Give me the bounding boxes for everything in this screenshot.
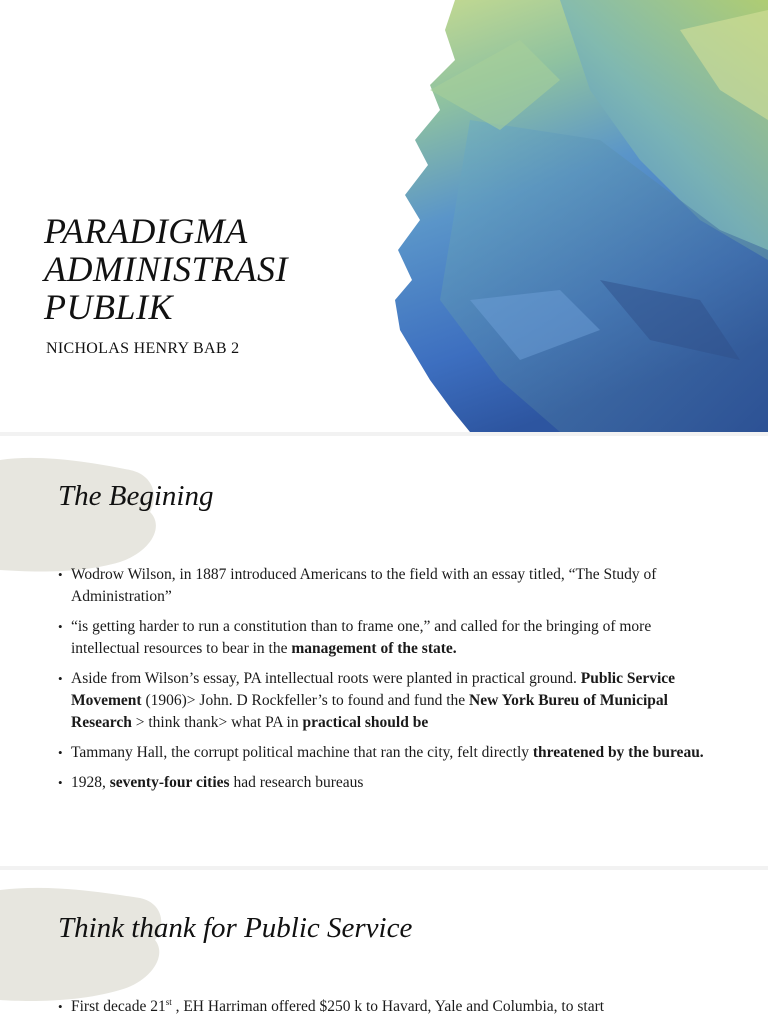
bullet-item — [58, 996, 718, 1018]
slide-title: The Begining — [58, 480, 214, 512]
bullet-text: 1928, — [71, 774, 110, 791]
bullet-text: > think thank> what PA in — [131, 714, 303, 731]
title-slide — [0, 0, 768, 432]
presentation-subtitle: NICHOLAS HENRY BAB 2 — [46, 340, 240, 357]
bullet-text: , EH Harriman offered $250 k to Havard, Yale and Columbia, to start — [171, 998, 605, 1015]
bullet-list — [58, 564, 718, 802]
bullet-text: First decade 21 — [71, 998, 166, 1015]
bullet-text-bold: New York Bureu of Municipal Research — [71, 692, 668, 731]
bullet-text: Aside from Wilson’s essay, PA intellectual roots were planted in practical ground. — [71, 670, 581, 687]
brush-stroke-decoration — [0, 452, 200, 582]
slide-divider — [0, 866, 768, 870]
title-line: ADMINISTRASI — [44, 249, 288, 289]
bullet-text: (1906)> John. D Rockfeller’s to found and fund the — [141, 692, 470, 709]
bullet-text: had research bureaus — [229, 774, 364, 791]
content-slide-think-thank — [0, 872, 768, 1024]
slide-title: Think thank for Public Service — [58, 912, 413, 944]
bullet-item — [58, 742, 718, 764]
brush-stroke-decoration — [0, 884, 200, 1014]
bullet-text: Tammany Hall, the corrupt political machine that ran the city, felt directly — [71, 744, 533, 761]
title-line: PARADIGMA — [44, 211, 248, 251]
bullet-list — [58, 996, 718, 1024]
presentation-title — [44, 212, 288, 326]
bullet-item — [58, 564, 718, 608]
superscript: st — [165, 996, 172, 1007]
bullet-text-bold: management of the state. — [291, 640, 457, 657]
bullet-item — [58, 772, 718, 794]
bullet-text-bold: seventy-four cities — [109, 774, 230, 791]
bullet-text-bold: Public Service Movement — [71, 670, 676, 709]
content-slide-begining — [0, 436, 768, 866]
bullet-text: Wodrow Wilson, in 1887 introduced Americans to the field with an essay titled, “The Study of Administration” — [71, 566, 657, 605]
bullet-text: “is getting harder to run a constitution than to frame one,” and called for the bringing of more intellectual resources to bear in the — [71, 618, 652, 657]
bullet-item — [58, 616, 718, 660]
title-line: PUBLIK — [44, 287, 173, 327]
bullet-text-bold: threatened by the bureau. — [532, 744, 704, 761]
bullet-text-bold: practical should be — [302, 714, 429, 731]
bullet-item — [58, 668, 718, 734]
